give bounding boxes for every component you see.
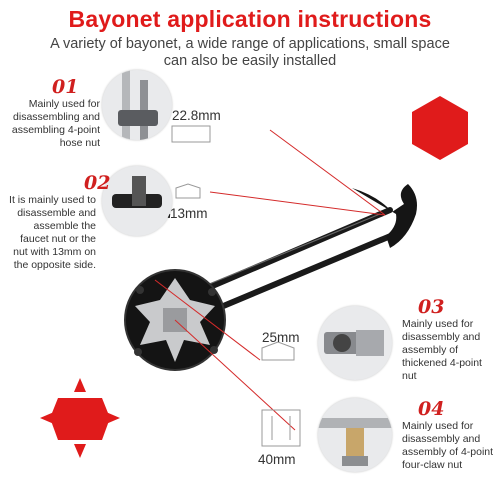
step-4-photo [318,398,392,472]
page-title: Bayonet application instructions [68,6,432,32]
step-2-photo [102,166,172,236]
step-1-description: Mainly used for disassembling and assembling 4-point hose nut [11,98,100,149]
step-2-number: 02 [84,172,111,194]
hexagon-icon [412,96,468,160]
step-3-photo [318,306,392,380]
step-1-number: 01 [52,76,79,98]
page-subtitle: A variety of bayonet, a wide range of applications, small space can also be easily installed [50,36,450,69]
step-3-number: 03 [418,296,445,318]
step-1-dimension: 22.8mm [172,108,221,123]
step-1-photo [102,70,172,140]
step-2-dimension: 13mm [170,206,208,221]
step-4-number: 04 [418,398,445,420]
step-4-description: Mainly used for disassembly and assembly of 4-point four-claw nut [402,420,494,471]
claw-star-icon [40,378,120,458]
step-2-description: It is mainly used to disassemble and assemble the faucet nut or the nut with 13mm on the opposite side. [9,194,96,271]
step-4-dimension: 40mm [258,452,296,467]
step-3-description: Mainly used for disassembly and assembly of thickened 4-point nut [402,318,482,382]
step-3-dimension: 25mm [262,330,300,345]
